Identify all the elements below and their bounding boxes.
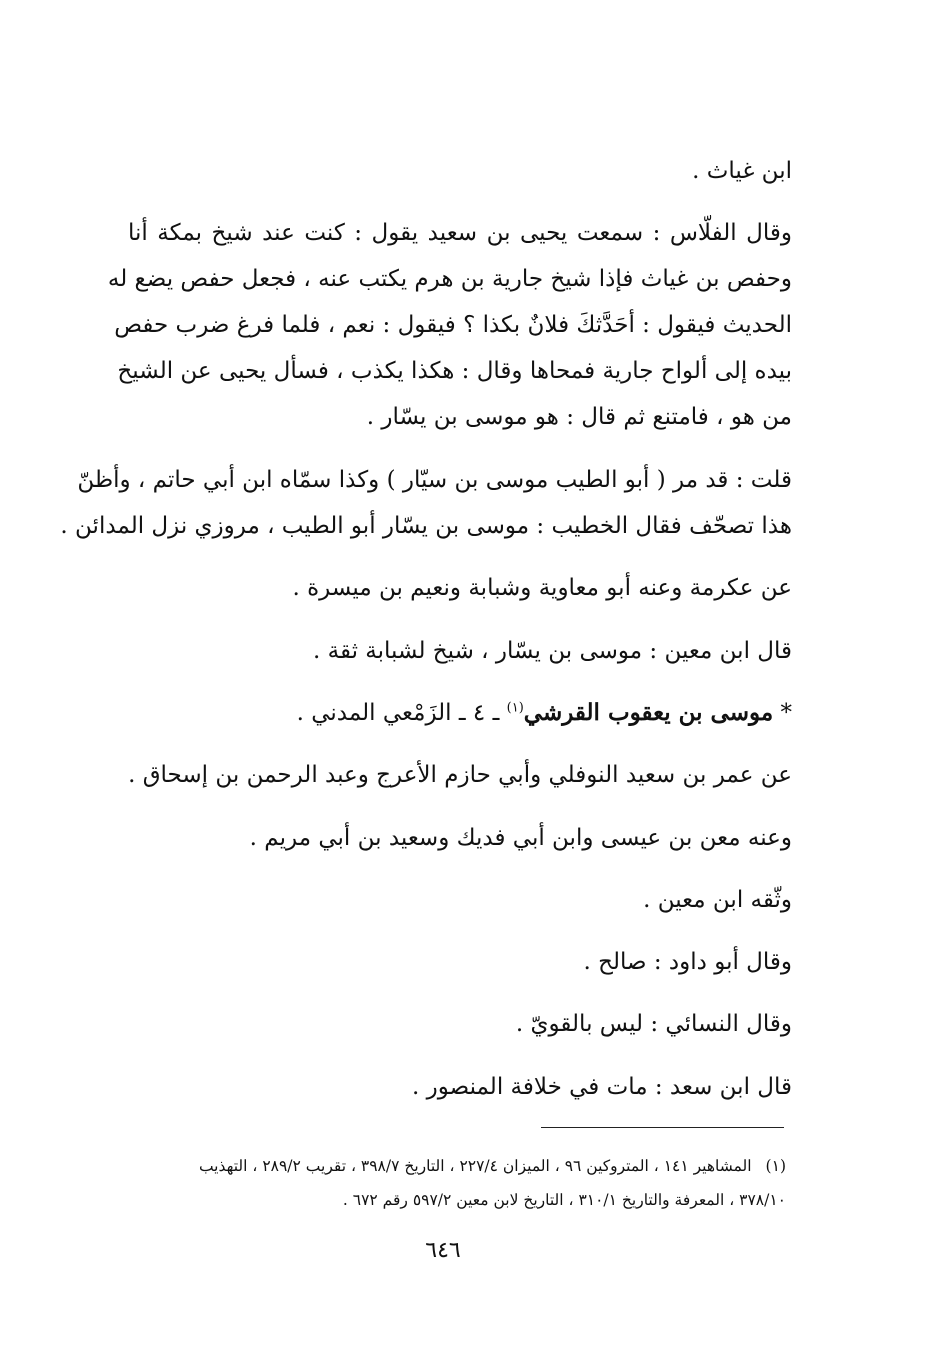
entry-name: موسى بن يعقوب القرشي xyxy=(523,699,774,726)
footnote-line-1 xyxy=(199,1154,786,1178)
text-line-ikrima: عن عكرمة وعنه أبو معاوية وشبابة ونعيم بن ميسرة . xyxy=(292,575,792,601)
text-line-fallas-1: وقال الفلّاس : سمعت يحيى بن سعيد يقول : كنت عند شيخ بمكة أنا xyxy=(128,220,792,246)
footnote-separator xyxy=(541,1127,784,1128)
entry-tail: ـ ٤ ـ الزَمْعي المدني . xyxy=(296,700,507,726)
text-line-ibn-main: قال ابن معين : موسى بن يسّار ، شيخ لشبابة ثقة . xyxy=(312,638,792,664)
entry-heading xyxy=(297,697,792,729)
footnote-line-2 xyxy=(343,1188,786,1212)
entry-line-teachers: عن عمر بن سعيد النوفلي وأبي حازم الأعرج وعبد الرحمن بن إسحاق . xyxy=(128,762,792,788)
entry-line-nasai: وقال النسائي : ليس بالقويّ . xyxy=(515,1011,792,1037)
text-line-qultu-1: قلت : قد مر ( أبو الطيب موسى بن سيّار ) وكذا سمّاه ابن أبي حاتم ، وأظنّ xyxy=(77,467,792,493)
footnote-number: (١) xyxy=(765,1157,786,1175)
entry-line-students: وعنه معن بن عيسى وابن أبي فديك وسعيد بن أبي مريم . xyxy=(249,825,792,851)
text-line-fallas-5: من هو ، فامتنع ثم قال : هو موسى بن يسّار . xyxy=(366,404,792,430)
text-line-fallas-2: وحفص بن غياث فإذا شيخ جارية بن هرم يكتب عنه ، فجعل حفص يضع له xyxy=(107,266,792,292)
entry-line-ibn-saad: قال ابن سعد : مات في خلافة المنصور . xyxy=(412,1074,792,1100)
text-line-fallas-3: الحديث فيقول : أحَدَّثكَ فلانٌ بكذا ؟ فيقول : نعم ، فلما فرغ ضرب حفص xyxy=(114,312,792,338)
text-line-fallas-4: بيده إلى ألواح جارية فمحاها وقال : هكذا يكذب ، فسأل يحيى عن الشيخ xyxy=(117,358,792,384)
footnote-reference: (١) xyxy=(506,700,524,716)
footnote-text-1: المشاهير ١٤١ ، المتروكين ٩٦ ، الميزان ٢٢٧/٤ ، التاريخ ٣٩٨/٧ ، تقريب ٢٨٩/٢ ، التهذيب xyxy=(198,1157,752,1175)
page-number: ٦٤٦ xyxy=(425,1238,461,1263)
entry-line-ibn-main: وثّقه ابن معين . xyxy=(643,887,792,913)
entry-star: * xyxy=(780,700,792,726)
entry-line-abu-dawud: وقال أبو داود : صالح . xyxy=(583,949,792,975)
text-line-continuation: ابن غياث . xyxy=(692,158,792,184)
footnote-text-2: ٣٧٨/١٠ ، المعرفة والتاريخ ٣١٠/١ ، التاريخ لابن معين ٥٩٧/٢ رقم ٦٧٢ . xyxy=(342,1191,786,1209)
text-line-qultu-2: هذا تصحّف فقال الخطيب : موسى بن يسّار أبو الطيب ، مروزي نزل المدائن . xyxy=(60,513,792,539)
